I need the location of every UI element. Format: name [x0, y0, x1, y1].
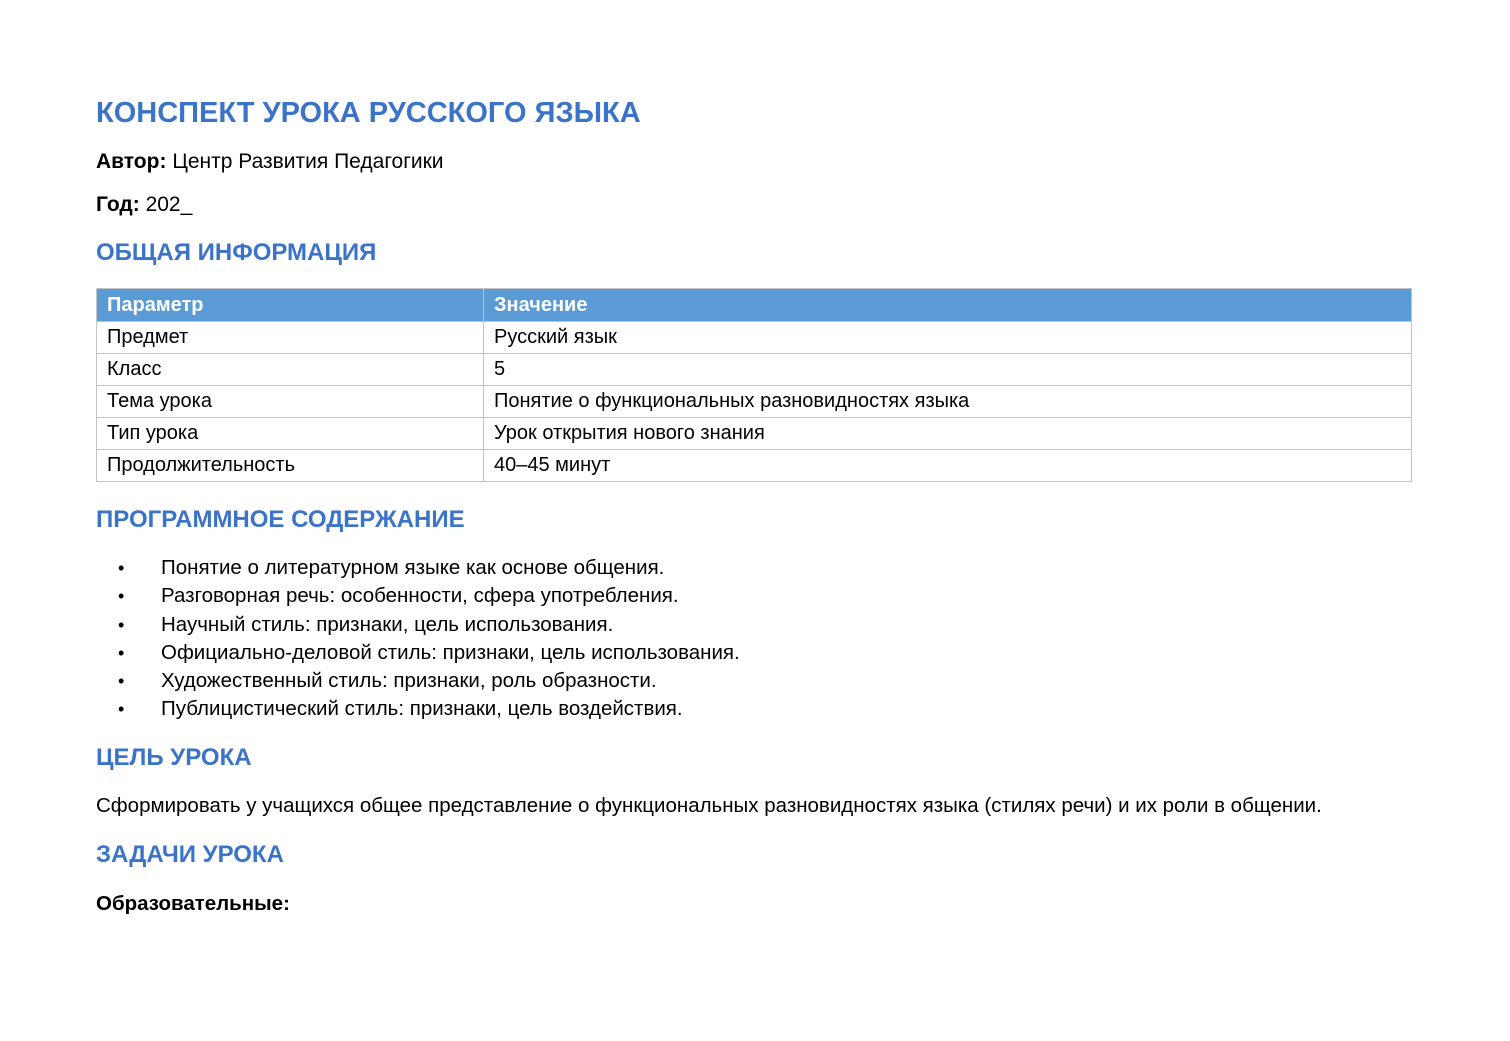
- table-cell-parameter: Предмет: [97, 322, 484, 354]
- bullet-icon: •: [118, 699, 125, 720]
- section-heading-lesson-goal: ЦЕЛЬ УРОКА: [96, 744, 252, 771]
- list-item-text: Разговорная речь: особенности, сфера употребления.: [161, 584, 679, 608]
- table-cell-value: 5: [484, 354, 1412, 386]
- section-heading-lesson-tasks: ЗАДАЧИ УРОКА: [96, 841, 284, 868]
- table-row: [97, 418, 1412, 450]
- general-info-table: [96, 288, 1412, 482]
- list-item-text: Художественный стиль: признаки, роль образности.: [161, 669, 657, 693]
- table-header-cell: Параметр: [97, 289, 484, 322]
- table-cell-value: Русский язык: [484, 322, 1412, 354]
- table-row: [97, 386, 1412, 418]
- table-cell-value: 40–45 минут: [484, 450, 1412, 482]
- table-cell-value: Урок открытия нового знания: [484, 418, 1412, 450]
- table-row: [97, 354, 1412, 386]
- table-cell-parameter: Класс: [97, 354, 484, 386]
- tasks-subheading-educational: Образовательные:: [96, 892, 290, 915]
- bullet-icon: •: [118, 642, 125, 663]
- bullet-icon: •: [118, 614, 125, 635]
- lesson-goal-text: Сформировать у учащихся общее представление о функциональных разновидностях языка (стилях речи) и их роли в общении.: [96, 794, 1322, 817]
- bullet-icon: •: [118, 558, 125, 578]
- table-cell-value: Понятие о функциональных разновидностях языка: [484, 386, 1412, 418]
- document-title: КОНСПЕКТ УРОКА РУССКОГО ЯЗЫКА: [96, 97, 641, 129]
- table-header-cell: Значение: [484, 289, 1412, 322]
- section-heading-program-content: ПРОГРАММНОЕ СОДЕРЖАНИЕ: [96, 506, 465, 533]
- table-row: [97, 450, 1412, 482]
- table-header-row: [97, 289, 1412, 322]
- author-value: Центр Развития Педагогики: [172, 150, 444, 173]
- year-line: [96, 192, 192, 218]
- bullet-icon: •: [118, 671, 125, 692]
- author-line: [96, 149, 444, 175]
- table-cell-parameter: Тема урока: [97, 386, 484, 418]
- section-heading-general-info: ОБЩАЯ ИНФОРМАЦИЯ: [96, 239, 377, 266]
- list-item-text: Понятие о литературном языке как основе общения.: [161, 556, 665, 579]
- table-row: [97, 322, 1412, 354]
- list-item-text: Публицистический стиль: признаки, цель воздействия.: [161, 697, 683, 721]
- year-label: Год:: [96, 193, 140, 216]
- bullet-icon: •: [118, 586, 125, 607]
- list-item-text: Научный стиль: признаки, цель использования.: [161, 612, 614, 636]
- year-value: 202_: [145, 193, 193, 216]
- list-item-text: Официально-деловой стиль: признаки, цель использования.: [161, 640, 740, 664]
- author-label: Автор:: [96, 150, 167, 173]
- table-cell-parameter: Продолжительность: [97, 450, 484, 482]
- table-cell-parameter: Тип урока: [97, 418, 484, 450]
